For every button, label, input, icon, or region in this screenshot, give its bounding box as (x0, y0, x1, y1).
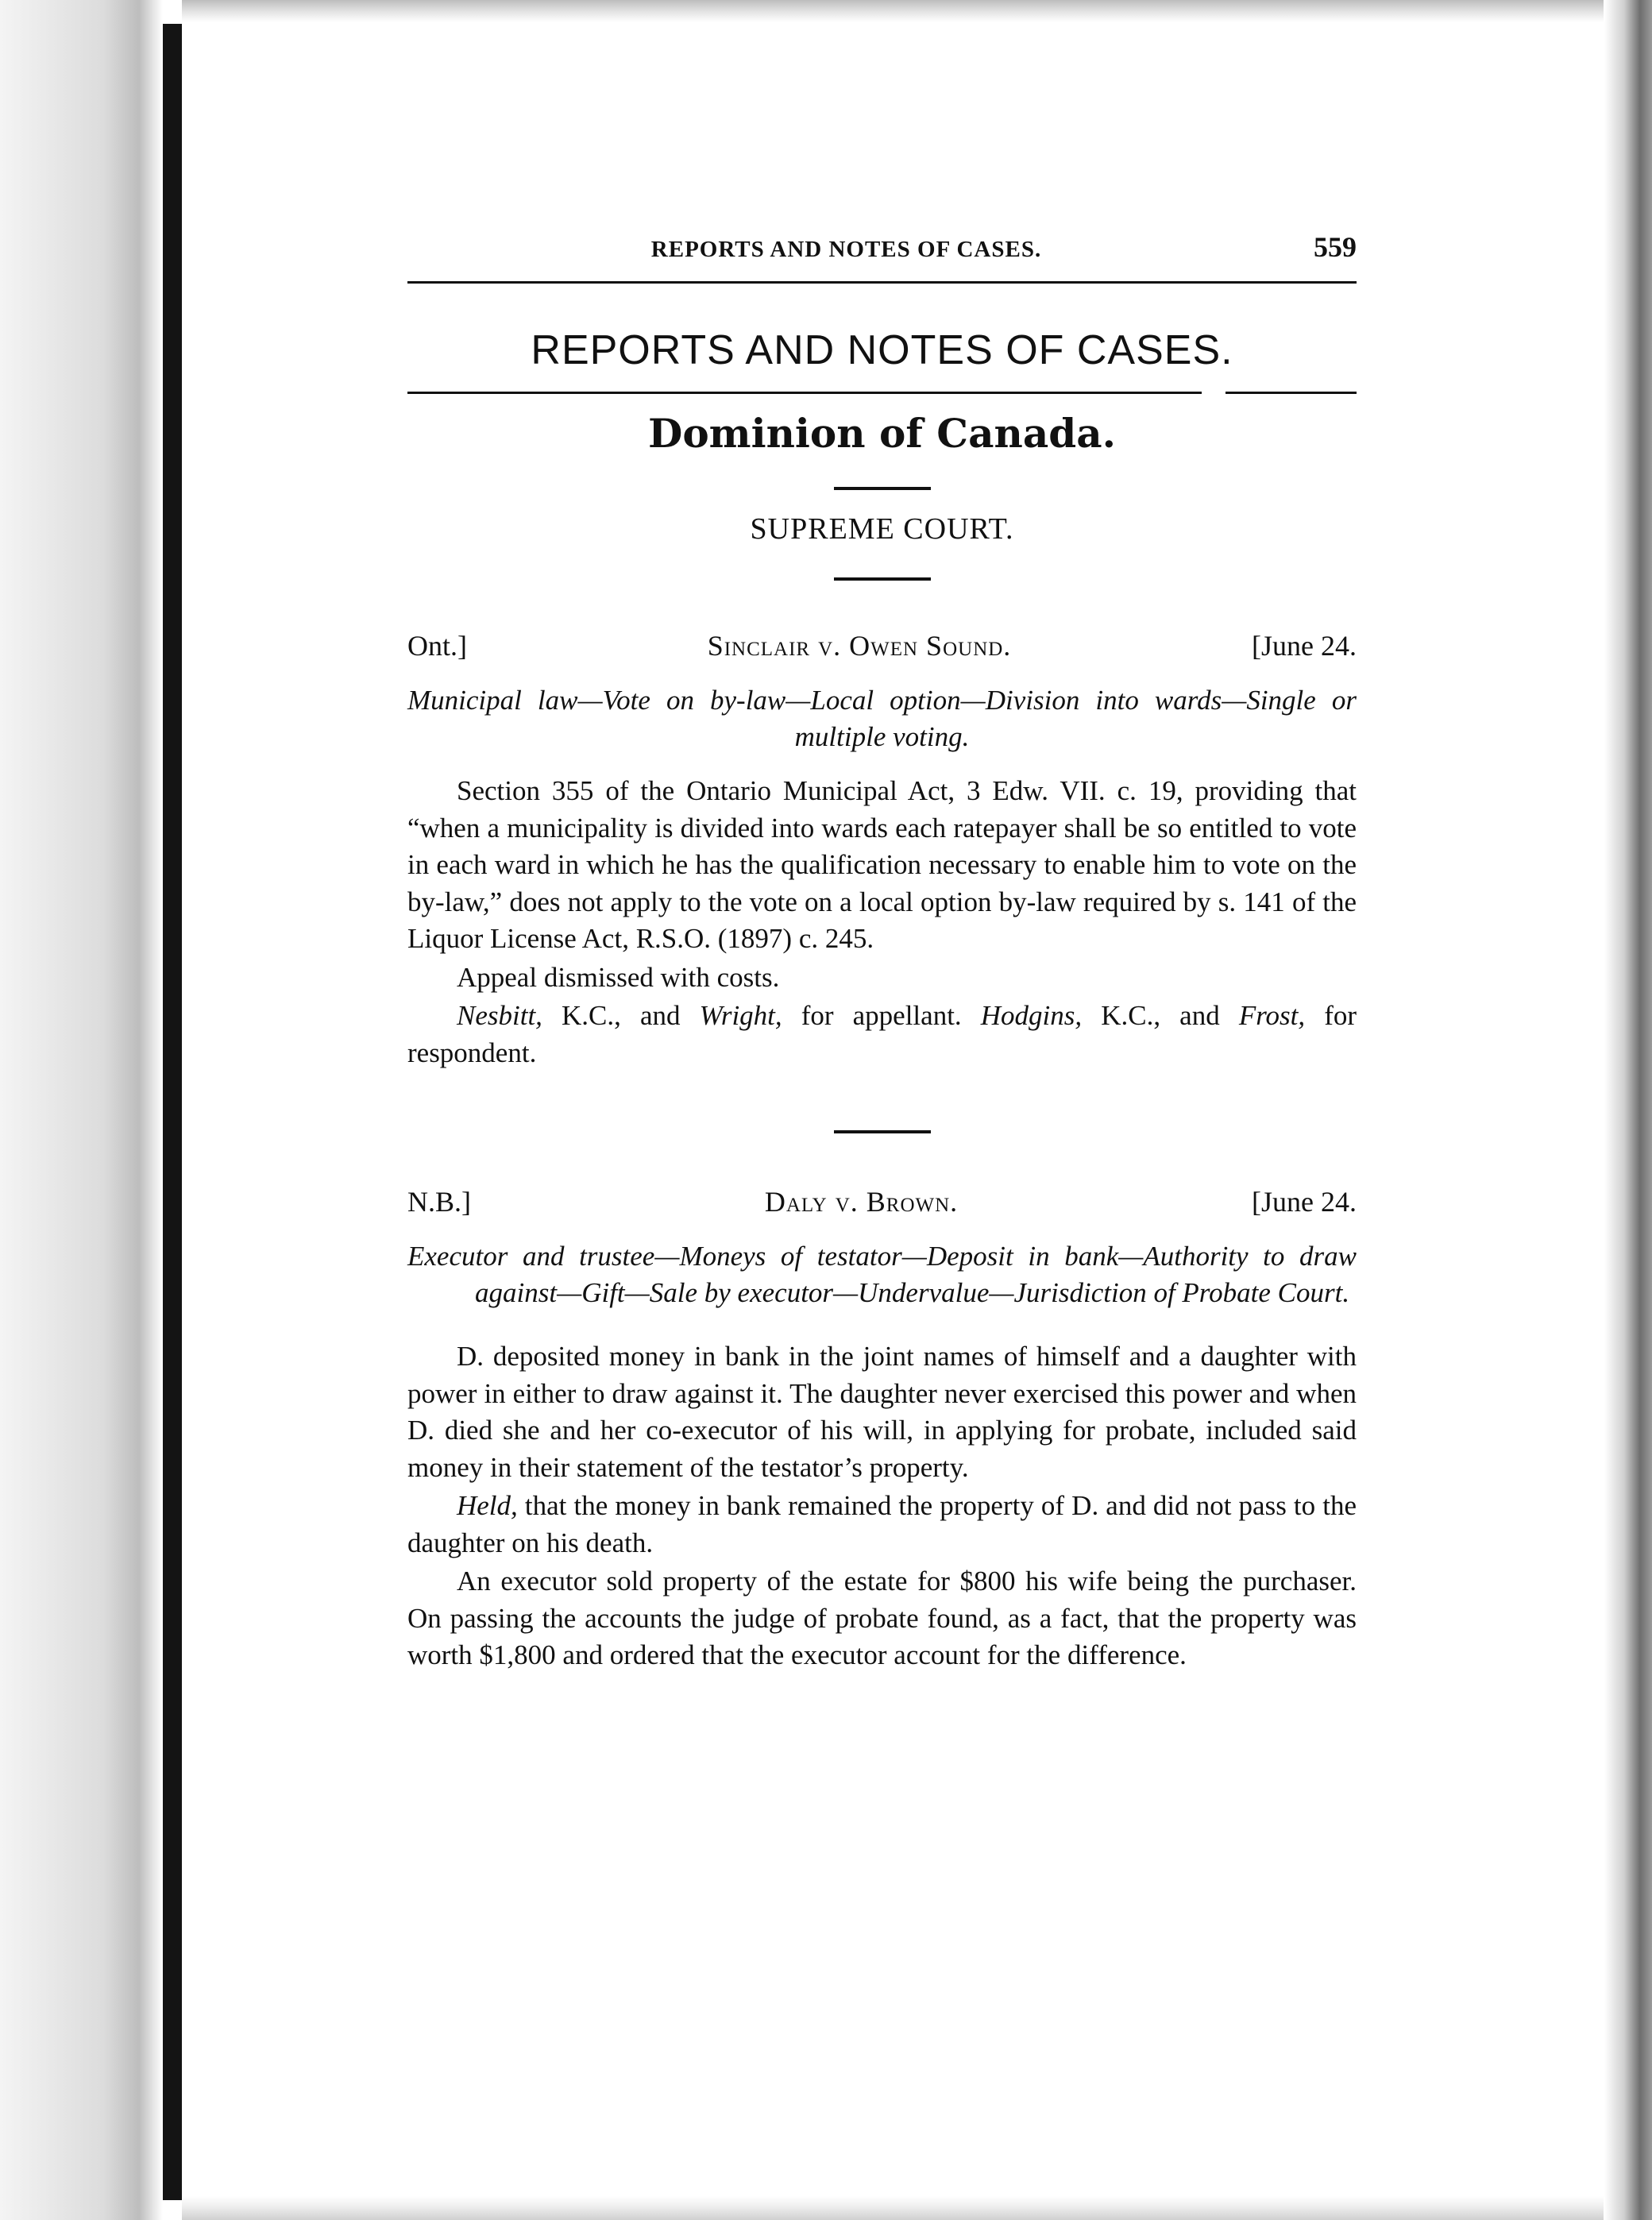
counsel-name: Hodgins, (980, 1000, 1083, 1031)
scan-right-margin (1604, 0, 1652, 2220)
held-word: Held, (457, 1490, 518, 1521)
case-holding (407, 1488, 1357, 1562)
counsel-name: Wright, (699, 1000, 782, 1031)
section-title: REPORTS AND NOTES OF CASES. (531, 327, 1233, 373)
short-divider (834, 487, 931, 490)
rule-segment (407, 392, 1202, 394)
case-province: N.B.] (407, 1186, 471, 1218)
book-page (407, 230, 1357, 1674)
running-head (407, 230, 1357, 275)
section-title-rule (407, 392, 1357, 394)
scan-left-margin (0, 0, 163, 2220)
case-date: [June 24. (1252, 630, 1357, 662)
book-spine-shadow (163, 24, 182, 2200)
counsel-name: Frost, (1238, 1000, 1306, 1031)
case-counsel (407, 998, 1357, 1071)
counsel-name: Nesbitt, (457, 1000, 542, 1031)
case-date: [June 24. (1252, 1186, 1357, 1218)
counsel-text: K.C., and (542, 1000, 700, 1031)
case-name: Daly v. Brown. (764, 1186, 959, 1218)
case-name: Sinclair v. Owen Sound. (707, 630, 1012, 662)
counsel-text: for respondent. (407, 1000, 1357, 1068)
case-paragraph: D. deposited money in bank in the joint names of himself and a daughter with power in either to draw against it. The daughter never exercised this power and when D. died she and her co-executor of his will, in applying for probate, included said money in their statement of the testator’s property. (407, 1341, 1357, 1483)
case-headnote: Executor and trustee—Moneys of testator—Deposit in bank—Authority to draw against—Gift—Sale by executor—Undervalue—Jurisdiction of Probate Court. (407, 1241, 1357, 1308)
case-paragraph: Section 355 of the Ontario Municipal Act, 3 Edw. VII. c. 19, providing that “when a municipality is divided into wards each ratepayer shall be so entitled to vote in each ward in which he has the qualification necessary to enable him to vote on the by-law,” does not apply to the vote on a local option by-law required by s. 141 of the Liquor License Act, R.S.O. (1897) c. 245. (407, 775, 1357, 954)
case-paragraph: An executor sold property of the estate for $800 his wife being the purchaser. On passing the accounts the judge of probate found, as a fact, that the property was worth $1,800 and ordered that the executor account for the difference. (407, 1566, 1357, 1670)
case-headnote: Municipal law—Vote on by-law—Local option—Division into wards—Single or multiple voting. (407, 685, 1357, 752)
page-number: 559 (1314, 231, 1357, 263)
case-province: Ont.] (407, 630, 467, 662)
case-header (407, 1187, 1357, 1216)
court-heading: SUPREME COURT. (750, 512, 1014, 546)
jurisdiction-heading: Dominion of Canada. (647, 410, 1117, 457)
case-header (407, 631, 1357, 660)
counsel-text: for appellant. (782, 1000, 981, 1031)
case-disposition: Appeal dismissed with costs. (457, 961, 780, 993)
short-divider (834, 577, 931, 581)
held-text: that the money in bank remained the property of D. and did not pass to the daughter on his death. (407, 1490, 1357, 1558)
scan-bottom-margin (182, 2196, 1604, 2220)
short-divider (834, 1130, 931, 1133)
counsel-text: K.C., and (1082, 1000, 1239, 1031)
scan-top-margin (182, 0, 1604, 22)
rule-segment (1225, 392, 1357, 394)
header-rule (407, 281, 1357, 284)
running-head-title: REPORTS AND NOTES OF CASES. (650, 237, 1042, 262)
